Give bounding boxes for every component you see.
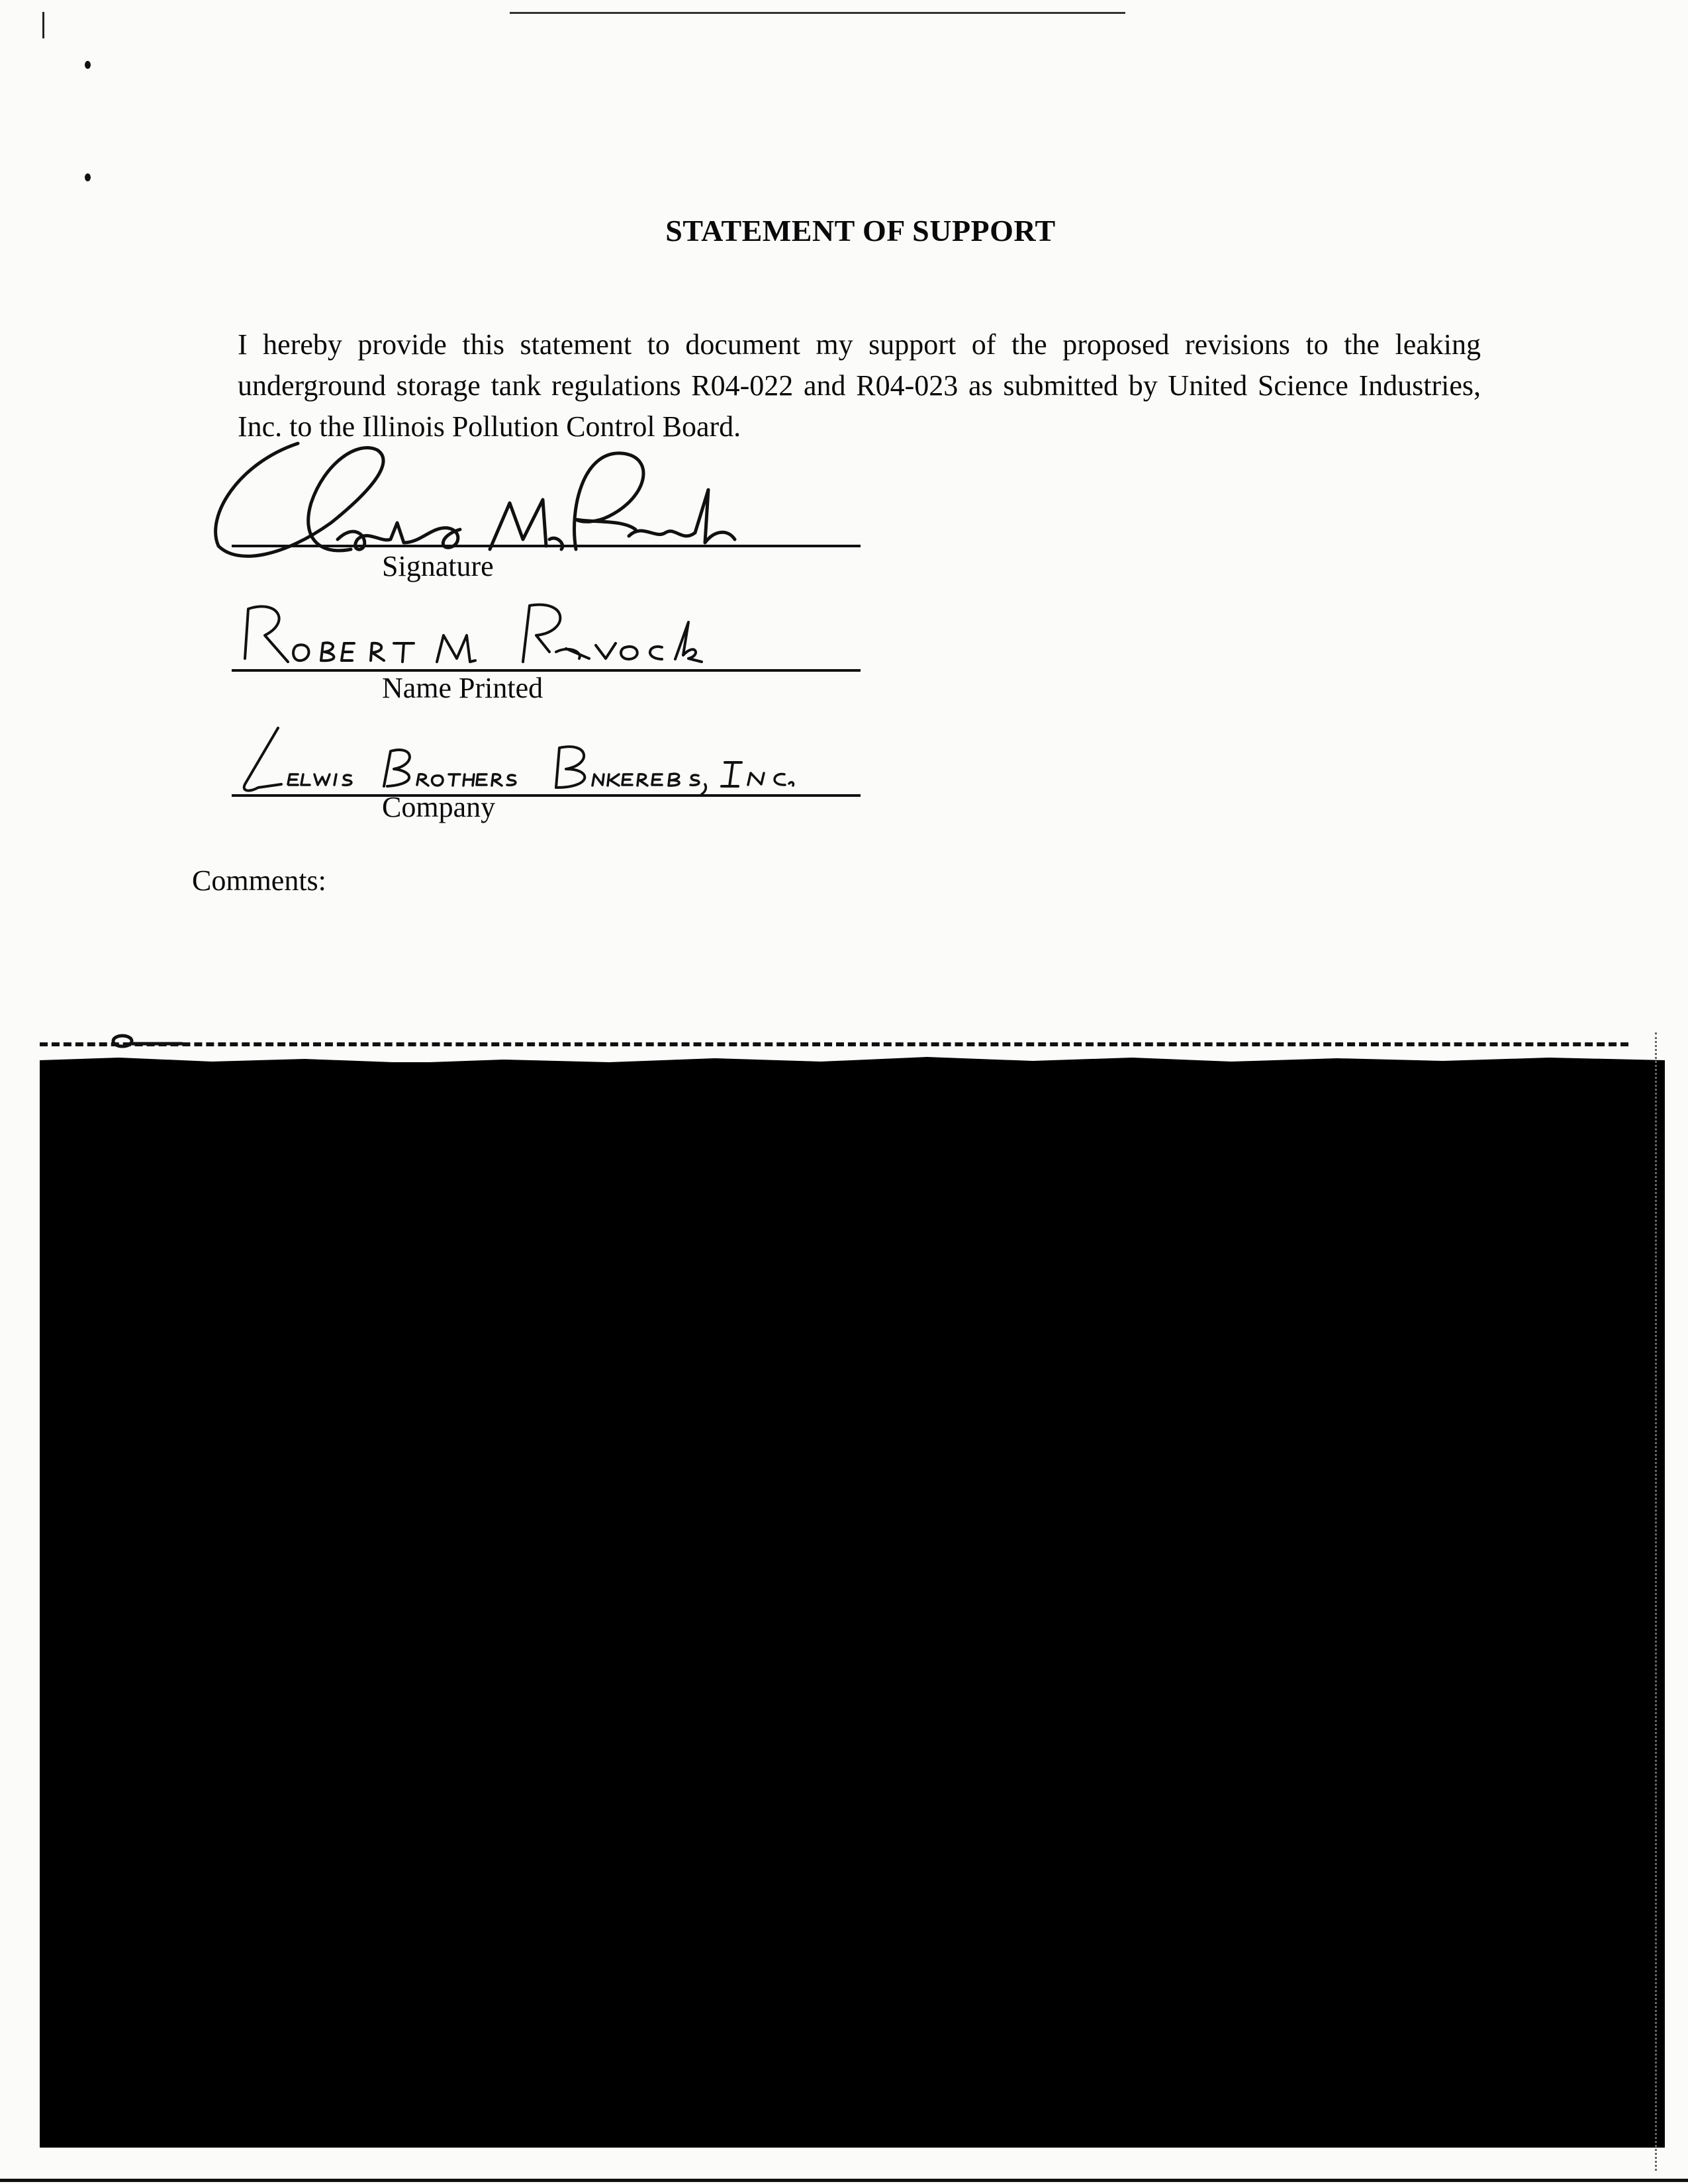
cut-line (40, 1042, 1628, 1046)
signature-label: Signature (382, 550, 494, 582)
document-title: STATEMENT OF SUPPORT (665, 214, 1056, 248)
scan-top-rule (510, 12, 1125, 14)
statement-paragraph: I hereby provide this statement to document my support of the proposed revisions to the leaking underground storage tank regulations R04-022 and R04-023 as submitted by United Science Industries, Inc. to the Illinois Pollution Control Board. (238, 328, 1481, 443)
redaction-torn-edge (40, 1051, 1665, 1071)
name-printed-handwriting (238, 596, 728, 675)
company-label: Company (382, 791, 496, 823)
scan-speck (85, 61, 91, 69)
comments-label: Comments: (192, 864, 326, 897)
signature-handwriting (199, 424, 794, 576)
name-printed-label: Name Printed (382, 672, 543, 704)
scan-left-edge-mark (42, 12, 44, 38)
redacted-region (40, 1062, 1665, 2148)
scan-right-edge (1655, 1032, 1657, 2171)
scan-bottom-edge (0, 2179, 1688, 2182)
scan-speck (85, 173, 91, 181)
company-handwriting (232, 721, 827, 801)
